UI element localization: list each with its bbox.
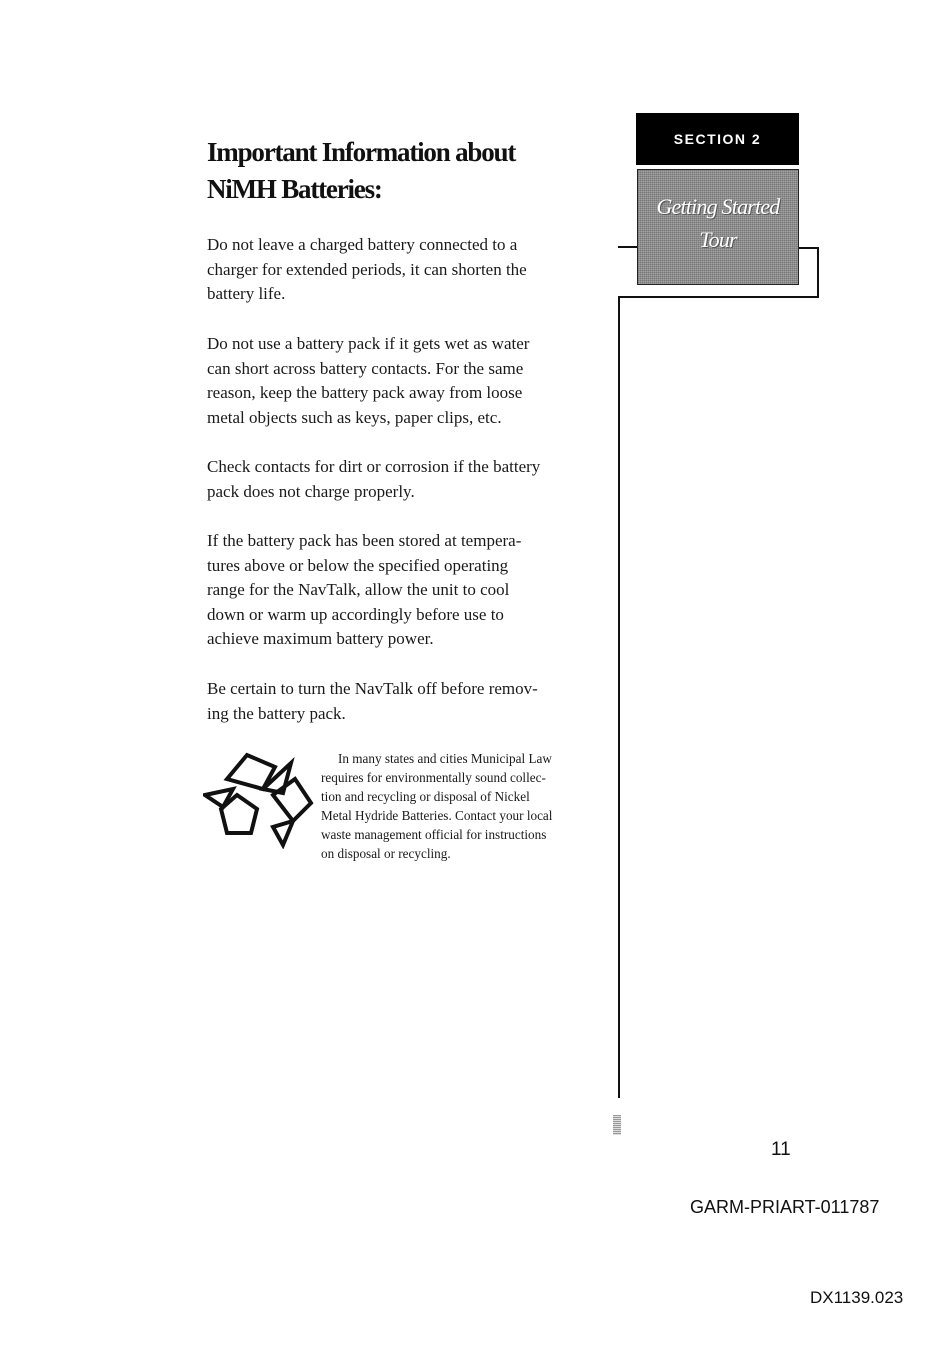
note-line: requires for environmentally sound collec- <box>321 770 546 785</box>
section-label: SECTION 2 <box>636 113 799 165</box>
recycling-note <box>321 749 586 863</box>
bracket-bottom <box>618 296 819 298</box>
text-line: battery life. <box>207 284 286 304</box>
chapter-tab <box>637 169 799 285</box>
paragraph-removal <box>207 677 585 726</box>
text-line: Do not use a battery pack if it gets wet as water <box>207 334 530 353</box>
paragraph-charging <box>207 233 585 307</box>
recycle-icon <box>203 749 315 849</box>
text-line: tures above or below the specified operating <box>207 555 509 575</box>
note-line: on disposal or recycling. <box>321 846 451 861</box>
text-line: If the battery pack has been stored at tempera- <box>207 531 522 550</box>
text-line: down or warm up accordingly before use to <box>207 604 504 624</box>
margin-rule <box>618 296 620 1098</box>
exhibit-number: DX1139.023 <box>810 1288 904 1307</box>
text-line: achieve maximum battery power. <box>207 629 434 649</box>
text-line: Check contacts for dirt or corrosion if the battery <box>207 457 541 476</box>
tab-line: Tour <box>699 227 737 252</box>
text-line: metal objects such as keys, paper clips, etc. <box>207 407 502 427</box>
page-number: 11 <box>771 1139 791 1160</box>
note-line: waste management official for instructions <box>321 827 547 842</box>
text-line: can short across battery contacts. For the same <box>207 358 524 378</box>
page-marker <box>613 1115 621 1135</box>
tab-line: Getting Started <box>656 194 780 219</box>
text-line: pack does not charge properly. <box>207 481 415 501</box>
title-line: NiMH Batteries: <box>207 174 382 204</box>
page-title <box>207 134 607 208</box>
text-line: charger for extended periods, it can shorten the <box>207 259 527 279</box>
text-line: reason, keep the battery pack away from loose <box>207 383 523 403</box>
chapter-tab-title <box>638 190 798 256</box>
note-line: tion and recycling or disposal of Nickel <box>321 789 530 804</box>
bracket-right-vertical <box>817 247 819 298</box>
paragraph-wet-battery <box>207 332 585 430</box>
text-line: Do not leave a charged battery connected to a <box>207 235 518 254</box>
paragraph-contacts <box>207 455 585 504</box>
tab-connector-left <box>618 246 637 248</box>
paragraph-temperature <box>207 529 585 652</box>
text-line: Be certain to turn the NavTalk off before remov- <box>207 679 538 698</box>
bates-number: GARM-PRIART-011787 <box>690 1197 880 1217</box>
tab-connector-right <box>799 247 818 249</box>
title-line: Important Information about <box>207 137 516 167</box>
text-line: range for the NavTalk, allow the unit to cool <box>207 580 510 600</box>
note-line: Metal Hydride Batteries. Contact your local <box>321 808 553 823</box>
note-line: In many states and cities Municipal Law <box>338 751 552 766</box>
text-line: ing the battery pack. <box>207 703 346 723</box>
